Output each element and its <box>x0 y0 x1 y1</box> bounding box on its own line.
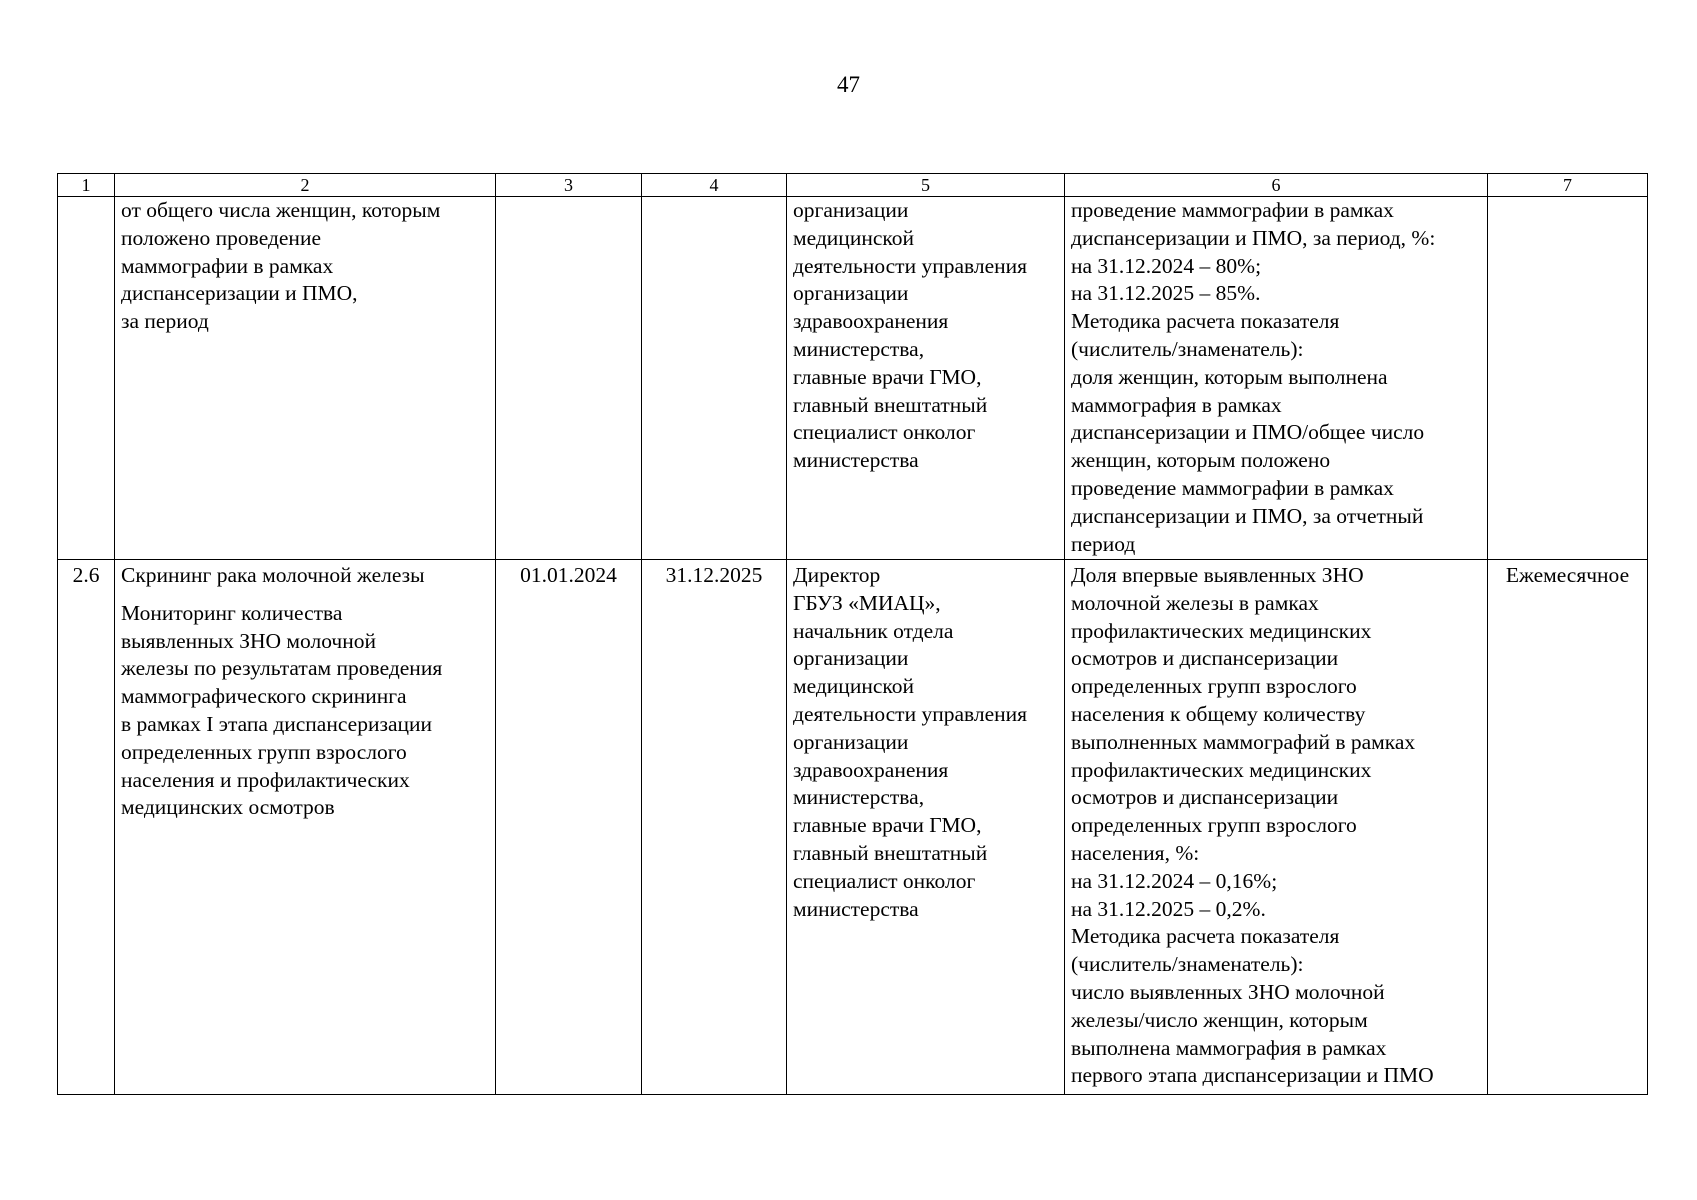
activity-cell <box>115 197 496 560</box>
table-row <box>58 197 1648 560</box>
column-header: 3 <box>496 174 642 197</box>
column-header: 7 <box>1488 174 1648 197</box>
table-header-row <box>58 174 1648 197</box>
plan-table <box>57 173 1648 1095</box>
row-number <box>58 197 115 560</box>
activity-description: Мониторинг количества выявленных ЗНО молочной железы по результатам проведения маммографического скрининга в рамках I этапа диспансеризации определенных групп взрослого населения и профилактических медицинских осмотров <box>121 600 443 820</box>
frequency-cell: Ежемесячное <box>1488 560 1648 1095</box>
responsible-text: Директор ГБУЗ «МИАЦ», начальник отдела организации медицинской деятельности управления организации здравоохранения министерства, главные врачи ГМО, главный внештатный специалист онколог министерства <box>793 563 1028 921</box>
indicator-text: проведение маммографии в рамках диспансеризации и ПМО, за период, %: на 31.12.2024 – 80%; на 31.12.2025 – 85%. Методика расчета показателя (числитель/знаменатель): доля женщин, которым выполнена маммография в рамках диспансеризации и ПМО/общее число женщин, которым положено проведение маммографии в рамках диспансеризации и ПМО, за отчетный период <box>1071 198 1436 556</box>
responsible-text: организации медицинской деятельности управления организации здравоохранения министерства, главные врачи ГМО, главный внештатный специалист онколог министерства <box>793 198 1028 473</box>
start-date <box>496 197 642 560</box>
frequency-cell <box>1488 197 1648 560</box>
end-date: 31.12.2025 <box>642 560 787 1095</box>
page-number: 47 <box>837 72 860 97</box>
responsible-cell <box>787 560 1065 1095</box>
activity-name: Скрининг рака молочной железы <box>121 563 425 587</box>
table-row <box>58 560 1648 1095</box>
activity-name: от общего числа женщин, которым положено проведение маммографии в рамках диспансеризации и ПМО, за период <box>121 198 441 334</box>
end-date <box>642 197 787 560</box>
column-header: 5 <box>787 174 1065 197</box>
column-header: 4 <box>642 174 787 197</box>
column-header: 2 <box>115 174 496 197</box>
indicator-text: Доля впервые выявленных ЗНО молочной железы в рамках профилактических медицинских осмотров и диспансеризации определенных групп взрослого населения к общему количеству выполненных маммографий в рамках профилактических медицинских осмотров и диспансеризации определенных групп взрослого населения, %: на 31.12.2024 – 0,16%; на 31.12.2025 – 0,2%. Методика расчета показателя (числитель/знаменатель): число выявленных ЗНО молочной железы/число женщин, которым выполнена маммография в рамках первого этапа диспансеризации и ПМО <box>1071 563 1434 1088</box>
row-number: 2.6 <box>58 560 115 1095</box>
indicator-cell <box>1065 197 1488 560</box>
start-date: 01.01.2024 <box>496 560 642 1095</box>
column-header: 6 <box>1065 174 1488 197</box>
column-header: 1 <box>58 174 115 197</box>
indicator-cell <box>1065 560 1488 1095</box>
responsible-cell <box>787 197 1065 560</box>
activity-cell <box>115 560 496 1095</box>
